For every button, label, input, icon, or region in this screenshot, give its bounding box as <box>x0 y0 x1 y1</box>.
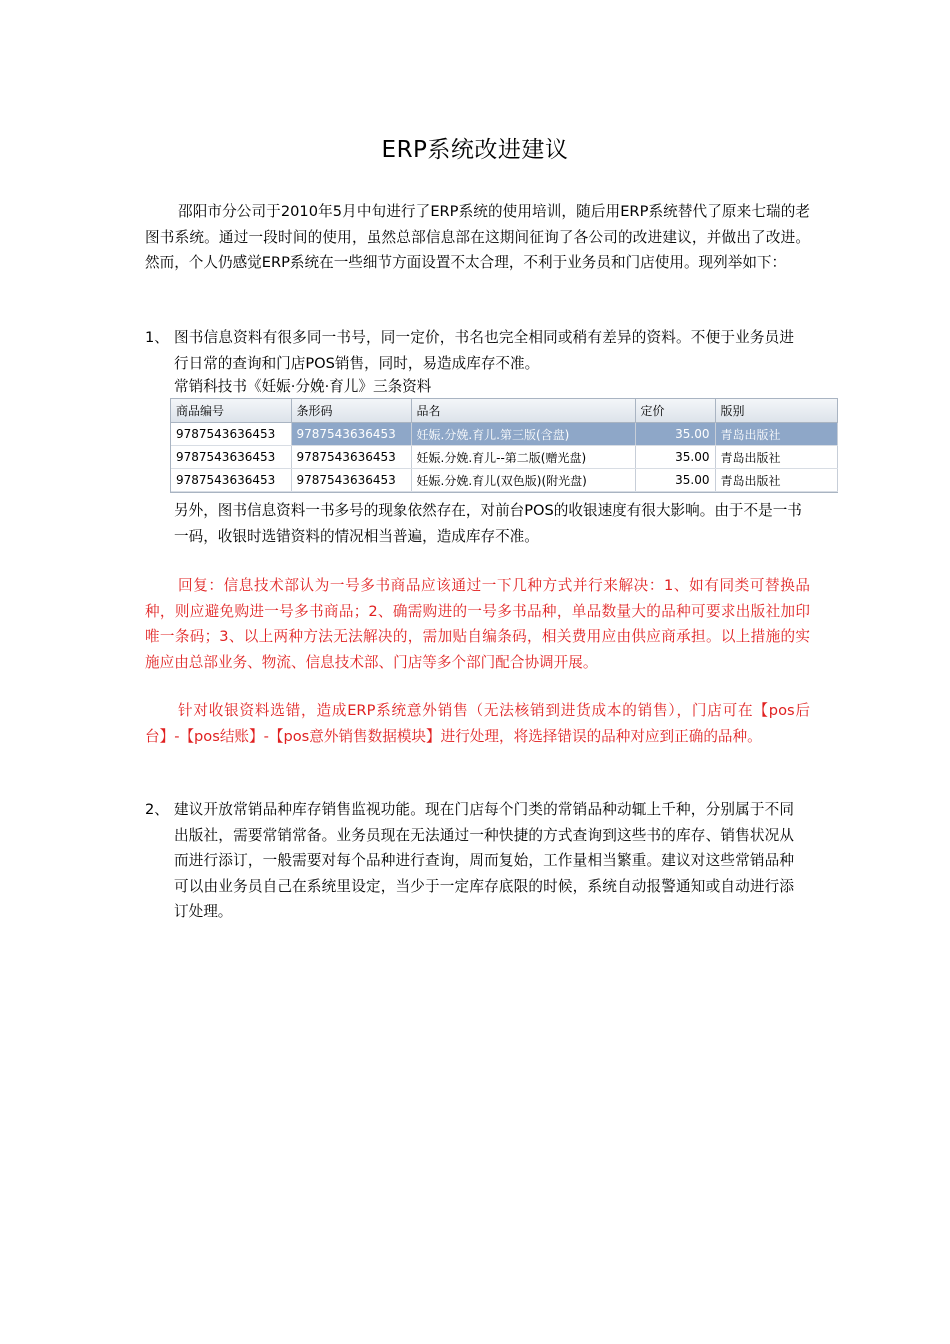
item-2-number: 2、 <box>145 801 169 818</box>
intro-paragraph: 邵阳市分公司于2010年5月中旬进行了ERP系统的使用培训，随后用ERP系统替代了原来七瑞的老图书系统。通过一段时间的使用，虽然总部信息部在这期间征询了各公司的改进建议，并做出了改进。然而，个人仍感觉ERP系统在一些细节方面设置不太合理，不利于业务员和门店使用。现列举如下： <box>145 203 810 271</box>
grid-cell: 9787543636453 <box>291 469 411 492</box>
example-caption: 常销科技书《妊娠·分娩·育儿》三条资料 <box>174 378 432 395</box>
grid-header-price: 定价 <box>635 399 715 423</box>
grid-cell: 9787543636453 <box>291 446 411 469</box>
grid-header-product-name: 品名 <box>411 399 635 423</box>
grid-cell: 35.00 <box>635 423 715 446</box>
grid-cell: 妊娠.分娩.育儿.第三版(含盘) <box>411 423 635 446</box>
item-1-number: 1、 <box>145 329 169 346</box>
grid-cell: 9787543636453 <box>171 423 291 446</box>
reply-paragraph-2: 针对收银资料选错，造成ERP系统意外销售（无法核销到进货成本的销售），门店可在【pos后台】-【pos结账】-【pos意外销售数据模块】进行处理，将选择错误的品种对应到正确的品种。 <box>145 702 810 745</box>
grid-row <box>171 446 837 469</box>
grid-row <box>171 423 837 446</box>
item-1 <box>145 325 810 376</box>
grid-cell: 9787543636453 <box>171 469 291 492</box>
grid-header-row <box>171 399 837 423</box>
item-1-followup: 另外，图书信息资料一书多号的现象依然存在，对前台POS的收银速度有很大影响。由于不是一书一码，收银时选错资料的情况相当普遍，造成库存不准。 <box>174 502 802 545</box>
grid-cell: 9787543636453 <box>291 423 411 446</box>
grid-cell: 妊娠.分娩.育儿(双色版)(附光盘) <box>411 469 635 492</box>
grid-cell: 35.00 <box>635 469 715 492</box>
grid-header-barcode: 条形码 <box>291 399 411 423</box>
item-2-text: 建议开放常销品种库存销售监视功能。现在门店每个门类的常销品种动辄上千种，分别属于不同出版社，需要常销常备。业务员现在无法通过一种快捷的方式查询到这些书的库存、销售状况从而进行添订，一般需要对每个品种进行查询，周而复始，工作量相当繁重。建议对这些常销品种可以由业务员自己在系统里设定，当少于一定库存底限的时候，系统自动报警通知或自动进行添订处理。 <box>174 801 794 920</box>
grid-cell: 35.00 <box>635 446 715 469</box>
grid-cell: 青岛出版社 <box>715 446 837 469</box>
item-1-text: 图书信息资料有很多同一书号，同一定价，书名也完全相同或稍有差异的资料。不便于业务员进行日常的查询和门店POS销售，同时，易造成库存不准。 <box>174 329 794 372</box>
grid-header-publisher: 版别 <box>715 399 837 423</box>
reply-paragraph-1: 回复：信息技术部认为一号多书商品应该通过一下几种方式并行来解决：1、如有同类可替换品种，则应避免购进一号多书商品；2、确需购进的一号多书品种，单品数量大的品种可要求出版社加印唯一条码；3、以上两种方法无法解决的，需加贴自编条码，相关费用应由供应商承担。以上措施的实施应由总部业务、物流、信息技术部、门店等多个部门配合协调开展。 <box>145 577 810 671</box>
item-2 <box>145 797 810 925</box>
grid-cell: 9787543636453 <box>171 446 291 469</box>
grid-cell: 青岛出版社 <box>715 469 837 492</box>
grid-cell: 妊娠.分娩.育儿--第二版(赠光盘) <box>411 446 635 469</box>
grid-cell: 青岛出版社 <box>715 423 837 446</box>
product-grid-screenshot <box>170 398 838 493</box>
grid-header-product-code: 商品编号 <box>171 399 291 423</box>
grid-row <box>171 469 837 492</box>
document-title: ERP系统改进建议 <box>381 137 569 163</box>
